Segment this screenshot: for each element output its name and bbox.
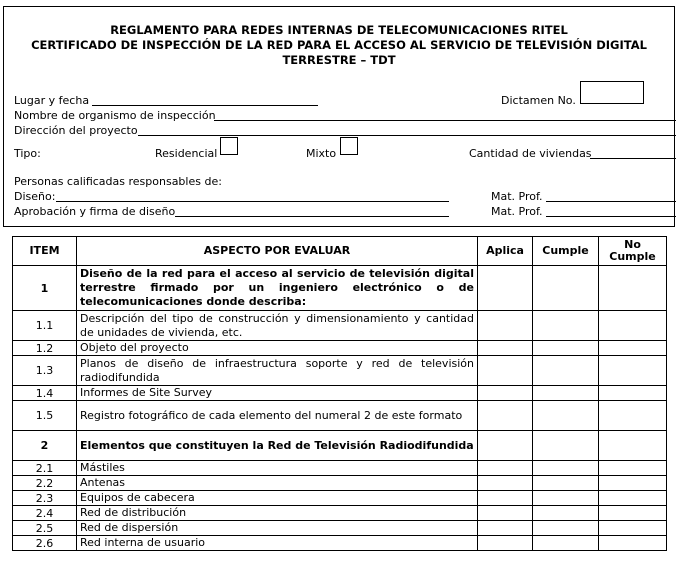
mixto-checkbox[interactable]	[340, 137, 358, 155]
table-row	[13, 506, 667, 521]
cumple-cell[interactable]	[533, 461, 599, 476]
aprobacion-label: Aprobación y firma de diseño	[14, 205, 176, 218]
lugar-fecha-field[interactable]	[92, 105, 318, 106]
aspecto-text: Descripción del tipo de construcción y dimensionamiento y cantidad de unidades de vivienda, etc.	[77, 311, 478, 341]
table-row	[13, 311, 667, 341]
aplica-cell[interactable]	[478, 536, 533, 551]
table-row	[13, 386, 667, 401]
aspecto-text: Red de dispersión	[77, 521, 478, 536]
no-cumple-cell[interactable]	[599, 536, 667, 551]
item-number: 2.1	[13, 461, 77, 476]
no-cumple-cell[interactable]	[599, 431, 667, 461]
aplica-cell[interactable]	[478, 491, 533, 506]
mixto-label: Mixto	[306, 147, 337, 160]
aspecto-text: Red interna de usuario	[77, 536, 478, 551]
cumple-cell[interactable]	[533, 506, 599, 521]
aplica-cell[interactable]	[478, 311, 533, 341]
aspecto-text: Objeto del proyecto	[77, 341, 478, 356]
diseno-label: Diseño:	[14, 190, 56, 203]
aplica-cell[interactable]	[478, 476, 533, 491]
cumple-cell[interactable]	[533, 431, 599, 461]
aspecto-text: Planos de diseño de infraestructura soporte y red de televisión radiodifundida	[77, 356, 478, 386]
no-cumple-cell[interactable]	[599, 401, 667, 431]
header-section	[3, 6, 675, 227]
cumple-cell[interactable]	[533, 536, 599, 551]
no-cumple-cell[interactable]	[599, 491, 667, 506]
aplica-cell[interactable]	[478, 341, 533, 356]
direccion-field[interactable]	[138, 135, 676, 136]
item-number: 2.5	[13, 521, 77, 536]
cumple-cell[interactable]	[533, 341, 599, 356]
residencial-checkbox[interactable]	[220, 137, 238, 155]
title-line-3: TERRESTRE – TDT	[282, 53, 396, 67]
header-no-cumple: No Cumple	[599, 237, 667, 266]
aplica-cell[interactable]	[478, 461, 533, 476]
table-header-row	[13, 237, 667, 266]
cumple-cell[interactable]	[533, 266, 599, 311]
header-aspecto: ASPECTO POR EVALUAR	[77, 237, 478, 266]
aspecto-text: Red de distribución	[77, 506, 478, 521]
item-number: 2.2	[13, 476, 77, 491]
diseno-field[interactable]	[56, 201, 449, 202]
no-cumple-cell[interactable]	[599, 461, 667, 476]
item-number: 1.4	[13, 386, 77, 401]
aprobacion-field[interactable]	[175, 216, 449, 217]
table-row	[13, 431, 667, 461]
cumple-cell[interactable]	[533, 491, 599, 506]
header-aplica: Aplica	[478, 237, 533, 266]
mat-prof-label-1: Mat. Prof.	[491, 190, 543, 203]
table-row	[13, 401, 667, 431]
aplica-cell[interactable]	[478, 356, 533, 386]
item-number: 2.6	[13, 536, 77, 551]
no-cumple-cell[interactable]	[599, 341, 667, 356]
no-cumple-cell[interactable]	[599, 311, 667, 341]
mat-prof-field-2[interactable]	[546, 216, 676, 217]
direccion-label: Dirección del proyecto	[14, 124, 138, 137]
table-row	[13, 266, 667, 311]
table-row	[13, 521, 667, 536]
no-cumple-cell[interactable]	[599, 266, 667, 311]
aspecto-text: Diseño de la red para el acceso al servicio de televisión digital terrestre firmado por un ingeniero electrónico o de telecomunicaciones donde describa:	[77, 266, 478, 311]
cumple-cell[interactable]	[533, 356, 599, 386]
personas-label: Personas calificadas responsables de:	[14, 175, 222, 188]
aplica-cell[interactable]	[478, 506, 533, 521]
aplica-cell[interactable]	[478, 386, 533, 401]
lugar-fecha-label: Lugar y fecha	[14, 94, 90, 107]
no-cumple-cell[interactable]	[599, 356, 667, 386]
cantidad-label: Cantidad de viviendas	[469, 147, 592, 160]
item-number: 2	[13, 431, 77, 461]
title-line-2: CERTIFICADO DE INSPECCIÓN DE LA RED PARA EL ACCESO AL SERVICIO DE TELEVISIÓN DIGITAL	[31, 38, 647, 52]
aplica-cell[interactable]	[478, 431, 533, 461]
dictamen-field[interactable]	[580, 81, 644, 104]
item-number: 1.2	[13, 341, 77, 356]
no-cumple-cell[interactable]	[599, 386, 667, 401]
aspecto-text: Informes de Site Survey	[77, 386, 478, 401]
table-row	[13, 461, 667, 476]
cumple-cell[interactable]	[533, 401, 599, 431]
residencial-label: Residencial	[155, 147, 218, 160]
mat-prof-field-1[interactable]	[546, 201, 676, 202]
aplica-cell[interactable]	[478, 266, 533, 311]
no-cumple-cell[interactable]	[599, 521, 667, 536]
tipo-label: Tipo:	[14, 147, 41, 160]
title-line-1: REGLAMENTO PARA REDES INTERNAS DE TELECOMUNICACIONES RITEL	[110, 23, 568, 37]
cumple-cell[interactable]	[533, 311, 599, 341]
item-number: 1.3	[13, 356, 77, 386]
aspecto-text: Mástiles	[77, 461, 478, 476]
organismo-label: Nombre de organismo de inspección	[14, 109, 216, 122]
item-number: 2.3	[13, 491, 77, 506]
table-row	[13, 491, 667, 506]
no-cumple-cell[interactable]	[599, 476, 667, 491]
aspecto-text: Registro fotográfico de cada elemento del numeral 2 de este formato	[77, 401, 478, 431]
dictamen-label: Dictamen No.	[501, 94, 576, 107]
mat-prof-label-2: Mat. Prof.	[491, 205, 543, 218]
cumple-cell[interactable]	[533, 521, 599, 536]
no-cumple-cell[interactable]	[599, 506, 667, 521]
item-number: 1	[13, 266, 77, 311]
item-number: 2.4	[13, 506, 77, 521]
cantidad-field[interactable]	[590, 158, 676, 159]
cumple-cell[interactable]	[533, 476, 599, 491]
evaluation-table	[12, 236, 667, 551]
table-row	[13, 356, 667, 386]
aspecto-text: Equipos de cabecera	[77, 491, 478, 506]
header-item: ITEM	[13, 237, 77, 266]
organismo-field[interactable]	[214, 120, 676, 121]
item-number: 1.5	[13, 401, 77, 431]
table-row	[13, 341, 667, 356]
aplica-cell[interactable]	[478, 401, 533, 431]
item-number: 1.1	[13, 311, 77, 341]
table-row	[13, 476, 667, 491]
table-row	[13, 536, 667, 551]
cumple-cell[interactable]	[533, 386, 599, 401]
aplica-cell[interactable]	[478, 521, 533, 536]
aspecto-text: Elementos que constituyen la Red de Televisión Radiodifundida	[77, 431, 478, 461]
aspecto-text: Antenas	[77, 476, 478, 491]
header-cumple: Cumple	[533, 237, 599, 266]
